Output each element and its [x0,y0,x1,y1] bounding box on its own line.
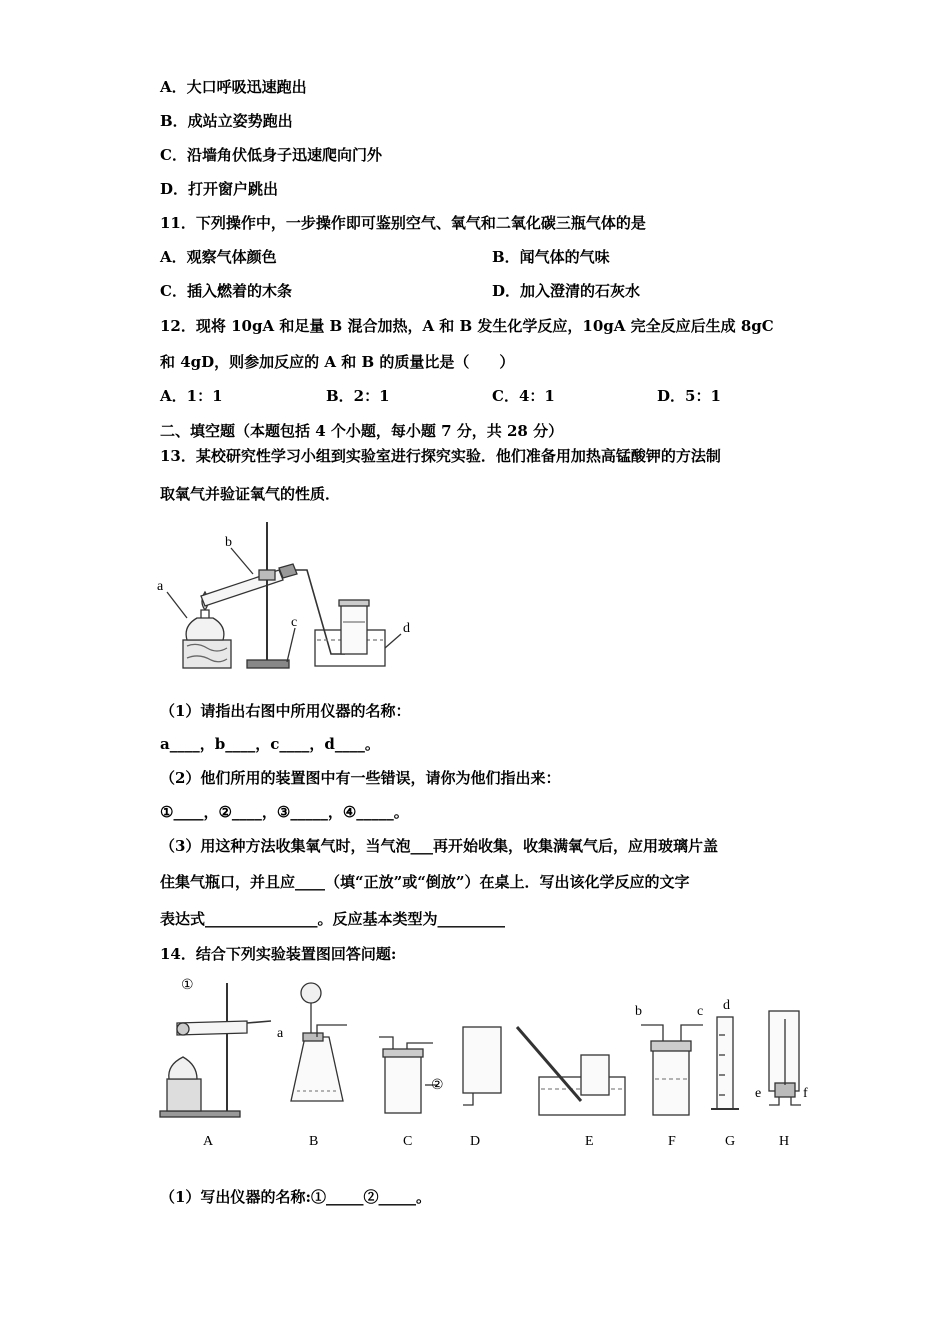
q11-option-c: C．插入燃着的木条 [160,282,292,300]
q12-option-d: D．5：1 [657,387,721,405]
label-a: a [277,1026,284,1041]
q10-option-d: D．打开窗户跳出 [160,180,279,198]
fig-label-c: c [291,615,298,630]
apparatus-letter-c: C [403,1134,413,1149]
label-b: b [635,1004,642,1019]
q13-line1: 13．某校研究性学习小组到实验室进行探究实验．他们准备用加热高锰酸钾的方法制 [160,447,721,465]
label-f: f [803,1086,808,1101]
q13-part1-blanks: a____，b____，c____，d____。 [160,735,380,753]
gas-collecting-jar [341,604,367,654]
apparatus-g [711,1017,739,1109]
label-e: e [755,1086,762,1101]
q11-option-a: A．观察气体颜色 [160,248,277,266]
apparatus-a [160,983,271,1117]
label-c: c [697,1004,704,1019]
q10-option-c: C．沿墙角伏低身子迅速爬向门外 [160,146,382,164]
fig-label-b: b [225,535,232,550]
q12-option-b: B．2：1 [326,387,390,405]
q12-line1: 12．现将 10gA 和足量 B 混合加热，A 和 B 发生化学反应，10gA 完全反应后生成 8gC [160,317,774,335]
q11-stem: 11．下列操作中，一步操作即可鉴别空气、氧气和二氧化碳三瓶气体的是 [160,214,646,232]
q11-option-b: B．闻气体的气味 [492,248,610,266]
fig-label-d: d [403,621,410,636]
q11-option-d: D．加入澄清的石灰水 [492,282,641,300]
q12-option-c: C．4：1 [492,387,555,405]
apparatus-letter-d: D [470,1134,481,1149]
apparatus-letter-h: H [779,1134,790,1149]
apparatus-c [379,1037,437,1113]
alcohol-lamp [186,618,224,640]
apparatus-d [463,1027,501,1105]
q13-apparatus-figure [155,512,425,674]
apparatus-b [291,983,347,1101]
q13-part3-line3: 表达式_______________。反应基本类型为_________ [160,910,506,928]
delivery-tube [295,570,345,654]
q13-line2: 取氧气并验证氧气的性质． [160,485,341,503]
q10-option-b: B．成站立姿势跑出 [160,112,293,130]
label-d: d [723,998,730,1013]
apparatus-e [517,1027,625,1115]
q13-part2: （2）他们所用的装置图中有一些错误，请你为他们指出来： [160,769,561,787]
q14-apparatus-figure [155,975,825,1155]
apparatus-letter-a: A [203,1134,214,1149]
q14-stem: 14．结合下列实验装置图回答问题: [160,945,397,963]
apparatus-letter-e: E [585,1134,594,1149]
apparatus-letter-f: F [668,1134,676,1149]
apparatus-letter-g: G [725,1134,736,1149]
q13-part3-line2: 住集气瓶口，并且应____（填“正放”或“倒放”）在桌上．写出该化学反应的文字 [160,873,690,891]
section-heading: 二、填空题（本题包括 4 个小题，每小题 7 分，共 28 分） [160,422,564,440]
apparatus-letter-b: B [309,1134,319,1149]
q12-line2: 和 4gD，则参加反应的 A 和 B 的质量比是（ ） [160,353,515,371]
apparatus-h [769,1011,801,1105]
q14-part1: （1）写出仪器的名称:①_____②_____。 [160,1188,431,1206]
q13-part1: （1）请指出右图中所用仪器的名称： [160,702,411,720]
q13-part3-line1: （3）用这种方法收集氧气时，当气泡___再开始收集，收集满氧气后，应用玻璃片盖 [160,837,718,855]
wood-block [183,640,231,668]
marker-1: ① [181,978,194,993]
q13-part2-blanks: ①____，②____，③_____，④_____。 [160,803,409,821]
iron-stand-base [247,660,289,668]
q10-option-a: A．大口呼吸迅速跑出 [160,78,307,96]
marker-2: ② [431,1078,444,1093]
apparatus-f [641,1025,703,1115]
fig-label-a: a [157,579,164,594]
q12-option-a: A．1：1 [160,387,223,405]
